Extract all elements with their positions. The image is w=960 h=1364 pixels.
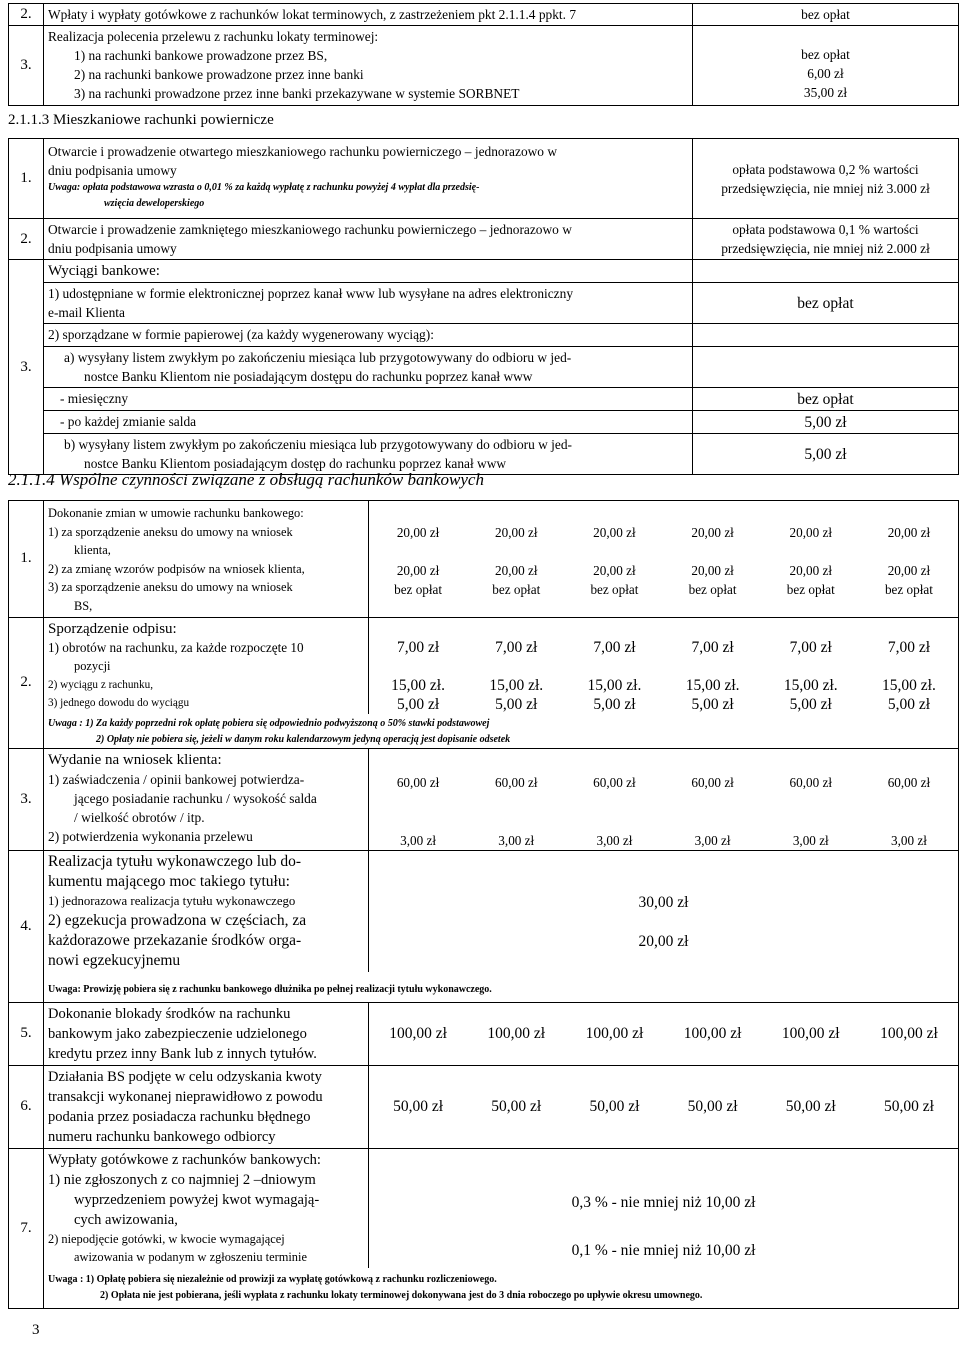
fee-columns: 100,00 zł 100,00 zł 100,00 zł 100,00 zł 100,00 zł 100,00 zł [389, 1025, 938, 1043]
table-row [9, 388, 959, 411]
row-title: Sporządzenie odpisu: [48, 620, 177, 637]
row-number: 1. [9, 501, 44, 618]
list-item: 2) niepodjęcie gotówki, w kwocie wymagającej [48, 1231, 285, 1246]
list-item: / wielkość obrotów / itp. [74, 809, 205, 825]
list-item: 1) jednorazowa realizacja tytułu wykonawczego [48, 893, 296, 908]
table-row [9, 434, 959, 475]
list-item: 1) nie zgłoszonych z co najmniej 2 –dniowym [48, 1171, 316, 1188]
row-title: Wydanie na wniosek klienta: [48, 751, 222, 768]
row-fee: bez opłat [801, 47, 850, 62]
table-row [9, 324, 959, 347]
row-description: kredytu przez inny Bank lub z innych tytułów. [48, 1045, 317, 1062]
list-item: 3) na rachunki prowadzone przez inne banki przekazywane w systemie SORBNET [74, 86, 520, 101]
row-fee: przedsięwzięcia, nie mniej niż 2.000 zł [721, 241, 930, 256]
row-description: dniu podpisania umowy [48, 241, 177, 256]
row-number: 3. [9, 748, 44, 850]
row-description: Wpłaty i wypłaty gotówkowe z rachunków lokat terminowych, z zastrzeżeniem pkt 2.1.1.4 ppkt. 7 [44, 4, 693, 26]
table-common-operations [8, 500, 959, 1309]
row-description: bankowym jako zabezpieczenie udzielonego [48, 1025, 307, 1042]
table-term-deposits [8, 3, 959, 106]
table-row [9, 617, 959, 748]
table-trust-accounts [8, 138, 959, 475]
row-fee: bez opłat [693, 388, 959, 411]
row-description: b) wysyłany listem zwykłym po zakończeniu miesiąca lub przygotowywany do odbioru w jed- [64, 437, 572, 452]
row-fee: 5,00 zł [693, 434, 959, 475]
row-description: - po każdej zmianie salda [44, 411, 693, 434]
row-fee: bez opłat [693, 4, 959, 26]
list-item: awizowania w podanym w zgłoszeniu terminie [74, 1250, 307, 1265]
row-title: Realizacja tytułu wykonawczego lub do- [48, 852, 302, 870]
table-row [9, 139, 959, 219]
row-fee: 5,00 zł [693, 411, 959, 434]
fee-columns: 60,00 zł 3,00 zł 60,00 zł 3,00 zł 60,00 zł 3,00 zł 60,00 zł 3,00 zł 60,00 zł 3,00 zł 60,00 zł 3,00 zł [396, 774, 931, 848]
row-fee: 30,00 zł [638, 893, 689, 911]
table-row [9, 283, 959, 324]
row-number: 2. [9, 4, 44, 26]
list-item: jącego posiadanie rachunku / wysokość salda [74, 790, 317, 806]
table-row [9, 501, 959, 618]
row-description: - miesięczny [44, 388, 693, 411]
table-row [9, 850, 959, 1002]
row-description: podania przez posiadacza rachunku błędnego [48, 1108, 311, 1125]
table-row [9, 219, 959, 260]
table-row [9, 4, 959, 26]
row-fee: 35,00 zł [803, 85, 848, 100]
page-number: 3 [32, 1322, 40, 1338]
list-item: każdorazowe przekazanie środków orga- [48, 931, 302, 949]
row-fee: opłata podstawowa 0,1 % wartości [732, 222, 919, 237]
table-row [9, 748, 959, 850]
row-title: Wypłaty gotówkowe z rachunków bankowych: [48, 1151, 321, 1168]
table-row [9, 411, 959, 434]
list-item: BS, [74, 598, 93, 613]
table-row [9, 1002, 959, 1065]
row-description: Dokonanie blokady środków na rachunku [48, 1005, 291, 1022]
row-description: Otwarcie i prowadzenie otwartego mieszkaniowego rachunku powierniczego – jednorazowo w [48, 144, 558, 159]
table-row [9, 1065, 959, 1148]
row-number: 7. [9, 1148, 44, 1308]
row-fee: 6,00 zł [807, 66, 844, 81]
list-item: 2) wyciągu z rachunku, [48, 678, 153, 691]
row-title: Wyciągi bankowe: [44, 260, 693, 283]
row-description: e-mail Klienta [48, 305, 125, 320]
row-number: 2. [9, 617, 44, 748]
table-row [9, 1148, 959, 1308]
row-description: numeru rachunku bankowego odbiorcy [48, 1128, 276, 1145]
row-number: 1. [9, 139, 44, 219]
table-row [9, 260, 959, 283]
row-number: 5. [9, 1002, 44, 1065]
list-item: 2) na rachunki bankowe prowadzone przez inne banki [74, 67, 364, 82]
row-note: Uwaga: Prowizję pobiera się z rachunku bankowego dłużnika po pełnej realizacji tytułu wykonawczego. [48, 983, 492, 995]
list-item: 3) jednego dowodu do wyciągu [48, 697, 190, 710]
list-item: cych awizowania, [74, 1211, 178, 1228]
list-item: klienta, [74, 543, 111, 558]
row-fee: przedsięwzięcia, nie mniej niż 3.000 zł [721, 180, 930, 196]
row-number: 6. [9, 1065, 44, 1148]
row-fee: 0,1 % - nie mniej niż 10,00 zł [571, 1241, 756, 1259]
row-note: Uwaga : 1) Za każdy poprzedni rok opłatę pobiera się odpowiednio podwyższoną o 50% stawki podstawowej [48, 717, 490, 729]
row-number: 4. [9, 850, 44, 1002]
row-note: 2) Opłata nie jest pobierana, jeśli wypłata z rachunku lokaty terminowej dokonywana jest do 3 dnia roboczego po upływie okresu umownego. [100, 1289, 703, 1301]
table-row [9, 347, 959, 388]
row-description: a) wysyłany listem zwykłym po zakończeniu miesiąca lub przygotowywany do odbioru w jed- [64, 350, 572, 365]
list-item: wyprzedzeniem powyżej kwot wymagają- [74, 1191, 320, 1208]
row-title: kumentu mającego moc takiego tytułu: [48, 872, 290, 890]
row-title: Dokonanie zmian w umowie rachunku bankowego: [48, 506, 304, 520]
row-description: nostce Banku Klientom nie posiadającym dostępu do rachunku poprzez kanał www [84, 369, 533, 384]
section-heading: 2.1.1.4 Wspólne czynności związane z obsługą rachunków bankowych [8, 470, 484, 489]
list-item: 1) obrotów na rachunku, za każde rozpoczęte 10 [48, 639, 304, 655]
row-description: Działania BS podjęte w celu odzyskania kwoty [48, 1068, 322, 1085]
list-item: 2) za zmianę wzorów podpisów na wniosek klienta, [48, 561, 305, 576]
list-item: pozycji [74, 659, 111, 674]
row-number: 2. [9, 219, 44, 260]
row-note: wzięcia deweloperskiego [104, 198, 205, 209]
row-fee: 0,3 % - nie mniej niż 10,00 zł [571, 1193, 756, 1211]
table-row [9, 26, 959, 106]
row-title: Realizacja polecenia przelewu z rachunku lokaty terminowej: [48, 29, 379, 44]
row-description: 1) udostępniane w formie elektronicznej poprzez kanał www lub wysyłane na adres elektroniczny [48, 286, 574, 301]
row-description: Otwarcie i prowadzenie zamkniętego mieszkaniowego rachunku powierniczego – jednorazowo w [48, 222, 572, 237]
row-note: Uwaga : 1) Opłatę pobiera się niezależnie od prowizji za wypłatę gotówkową z rachunku rozliczeniowego. [48, 1273, 497, 1285]
list-item: 3) za sporządzenie aneksu do umowy na wniosek [48, 580, 293, 595]
fee-columns: 7,00 zł 15,00 zł. 5,00 zł 7,00 zł 15,00 zł. 5,00 zł 7,00 zł 15,00 zł. 5,00 zł 7,00 zł 15,00 zł. 5,00 zł 7,00 zł 15,00 zł. 5,00 zł 7,00 zł 15,00 zł. 5,00 zł [368, 618, 958, 714]
row-fee: opłata podstawowa 0,2 % wartości [732, 161, 919, 177]
row-description: dniu podpisania umowy [48, 163, 177, 178]
row-number: 3. [9, 260, 44, 475]
row-description: 2) sporządzane w formie papierowej (za każdy wygenerowany wyciąg): [44, 324, 693, 347]
list-item: 1) na rachunki bankowe prowadzone przez BS, [74, 48, 328, 63]
list-item: nowi egzekucyjnemu [48, 951, 181, 969]
row-description: nostce Banku Klientom posiadającym dostęp do rachunku poprzez kanał www [84, 456, 507, 471]
row-fee: bez opłat [797, 294, 854, 312]
fee-columns: 20,00 zł 20,00 zł bez opłat 20,00 zł 20,00 zł bez opłat 20,00 zł 20,00 zł bez opłat 20,00 zł 20,00 zł bez opłat 20,00 zł 20,00 zł bez opłat 20,00 zł 20,00 zł bez opłat [394, 525, 933, 597]
row-number: 3. [9, 26, 44, 106]
row-note: 2) Opłaty nie pobiera się, jeżeli w danym roku kalendarzowym jedyną operacją jest dopisanie odsetek [96, 733, 511, 745]
list-item: 2) potwierdzenia wykonania przelewu [48, 828, 253, 844]
row-description: transakcji wykonanej nieprawidłowo z powodu [48, 1088, 323, 1105]
fee-columns: 50,00 zł 50,00 zł 50,00 zł 50,00 zł 50,00 zł 50,00 zł [393, 1098, 934, 1116]
section-heading: 2.1.1.3 Mieszkaniowe rachunki powiernicze [8, 112, 274, 128]
list-item: 1) za sporządzenie aneksu do umowy na wniosek [48, 524, 293, 539]
list-item: 2) egzekucja prowadzona w częściach, za [48, 911, 307, 929]
list-item: 1) zaświadczenia / opinii bankowej potwierdza- [48, 771, 305, 787]
row-fee: 20,00 zł [638, 932, 689, 950]
row-note: Uwaga: opłata podstawowa wzrasta o 0,01 % za każdą wypłatę z rachunku powyżej 4 wypłat dla przedsię- [48, 182, 480, 193]
